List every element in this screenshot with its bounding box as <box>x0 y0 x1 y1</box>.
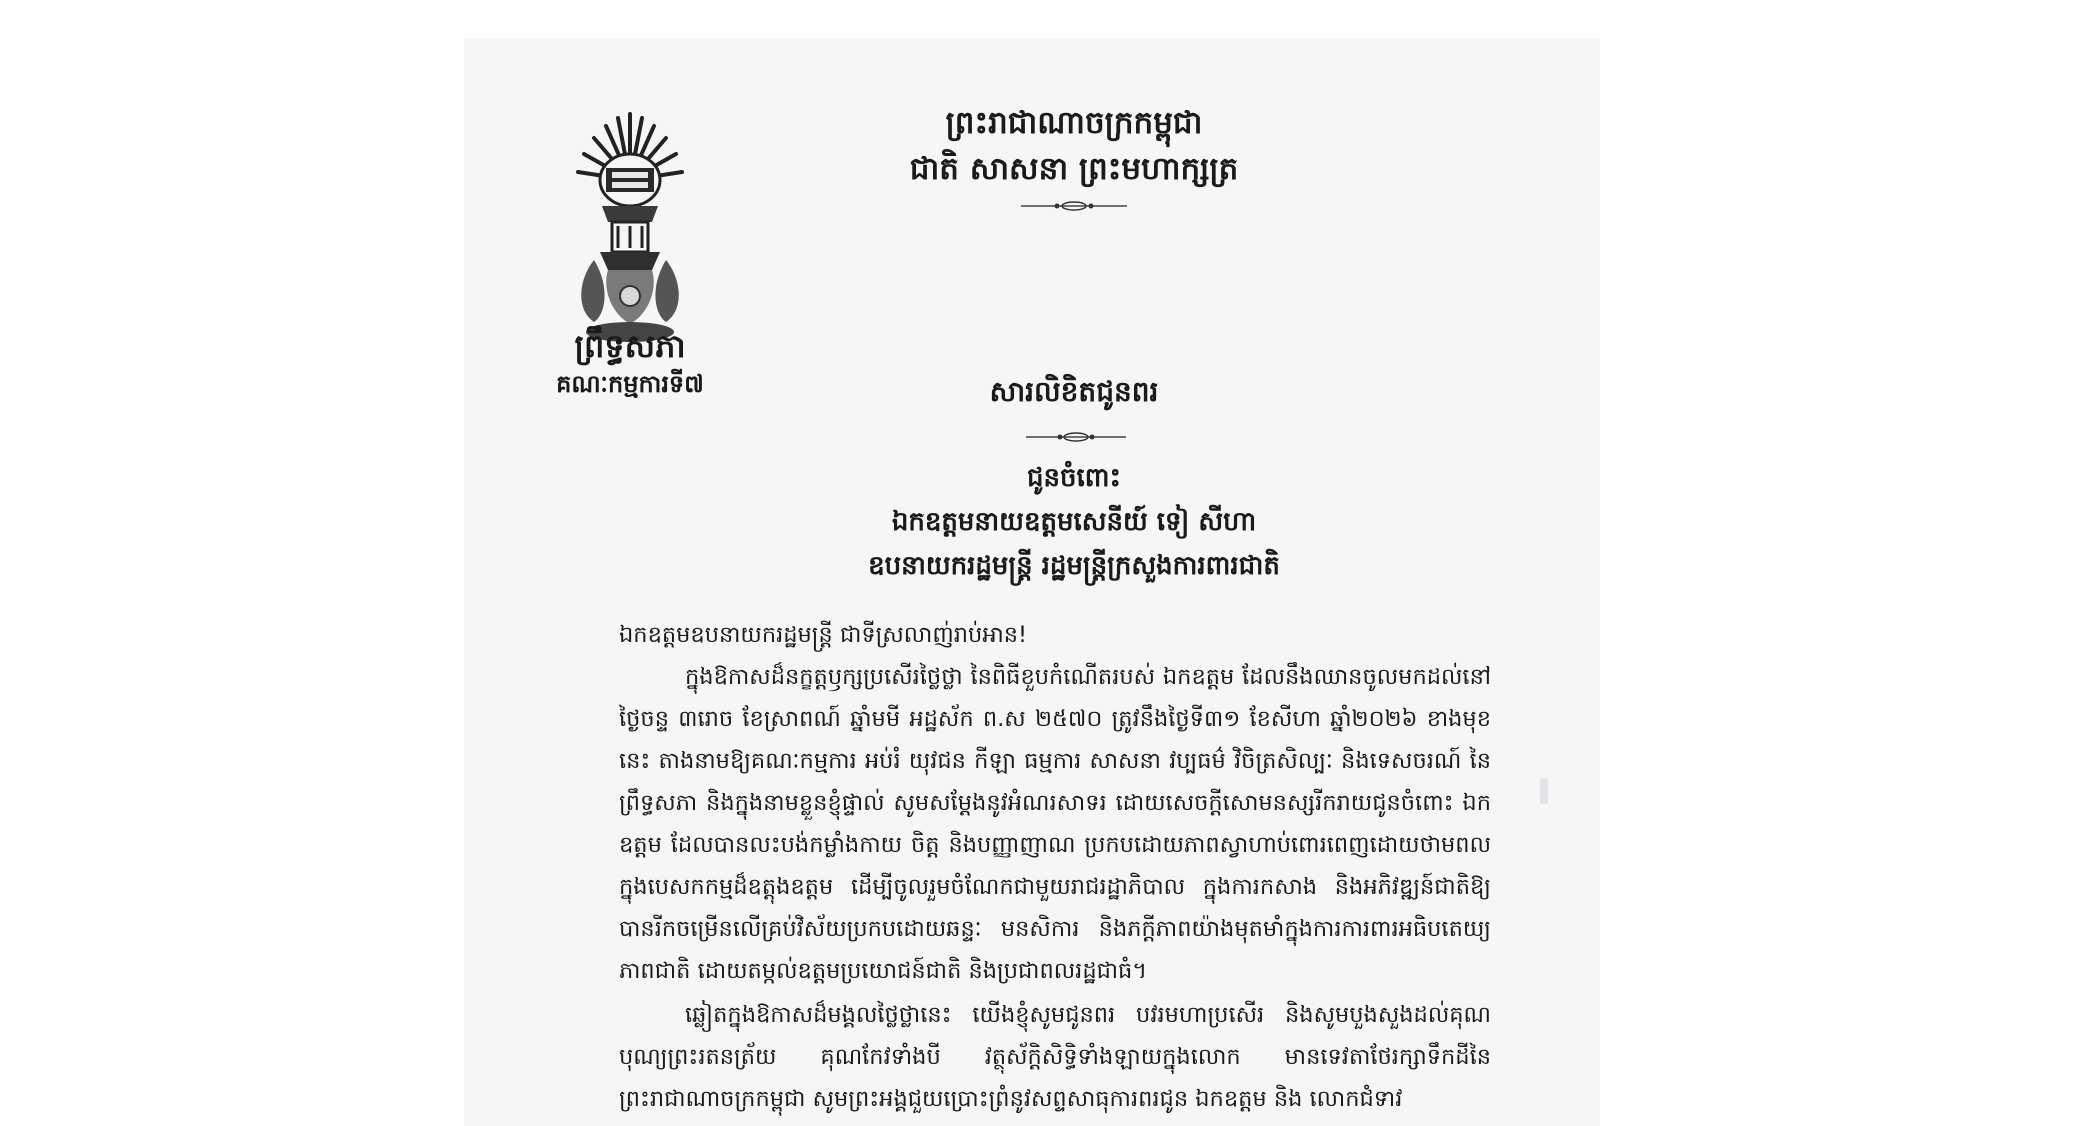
scan-artifact <box>1540 778 1548 804</box>
kingdom-name: ព្រះរាជាណាចក្រកម្ពុជា <box>945 105 1203 141</box>
recipient-position: ឧបនាយករដ្ឋមន្ត្រី រដ្ឋមន្ត្រីក្រសួងការពារជាតិ <box>868 551 1280 581</box>
recipient-to: ជូនចំពោះ <box>1027 463 1121 493</box>
senate-emblem-icon <box>572 110 688 350</box>
ornament-divider-icon <box>1024 429 1128 443</box>
salutation: ឯកឧត្តមឧបនាយករដ្ឋមន្ត្រី ជាទីស្រលាញ់រាប់អាន! <box>619 622 1028 648</box>
paragraph-1: ក្នុងឱកាសដ៏នក្ខត្តឫក្សប្រសើរថ្លៃថ្លា នៃពិធីខួបកំណើតរបស់ ឯកឧត្តម ដែលនឹងឈានចូលមកដល់នៅថ្ងៃចន្ទ ៣រោច ខែស្រាពណ៍ ឆ្នាំមមី អដ្ឋស័ក ព.ស ២៥៧០ ត្រូវនឹងថ្ងៃទី៣១ ខែសីហា ឆ្នាំ២០២៦ ខាងមុខនេះ តាងនាមឱ្យគណៈកម្មការ អប់រំ យុវជន កីឡា ធម្មការ សាសនា វប្បធម៌ វិចិត្រសិល្បៈ និងទេសចរណ៍ នៃព្រឹទ្ធសភា និងក្នុងនាមខ្លួនខ្ញុំផ្ទាល់ សូមសម្ដែងនូវអំណរសាទរ ដោយសេចក្តីសោមនស្សរីករាយជូនចំពោះ ឯកឧត្តម ដែលបានលះបង់កម្លាំងកាយ ចិត្ត និងបញ្ញាញាណ ប្រកបដោយភាពស្វាហាប់ពោរពេញដោយថាមពលក្នុងបេសកកម្មដ៏ឧត្តុងឧត្តម ដើម្បីចូលរួមចំណែកជាមួយរាជរដ្ឋាភិបាល ក្នុងការកសាង និងអភិវឌ្ឍន៍ជាតិឱ្យបានរីកចម្រើនលើគ្រប់វិស័យប្រកបដោយឆន្ទៈ មនសិការ និងភក្តីភាពយ៉ាងមុតមាំក្នុងការការពារអធិបតេយ្យភាពជាតិ ដោយតម្កល់ឧត្តមប្រយោជន៍ជាតិ និងប្រជាពលរដ្ឋជាធំ។ <box>619 664 1492 984</box>
committee-name: គណៈកម្មការទី៧ <box>556 370 704 398</box>
paragraph-2: ឆ្លៀតក្នុងឱកាសដ៏មង្គលថ្លៃថ្លានេះ យើងខ្ញុំសូមជូនពរ បវរមហាប្រសើរ និងសូមបួងសួងដល់គុណបុណ្យព្រះរតនត្រ័យ គុណកែវទាំងបី វត្ថុស័ក្តិសិទ្ធិទាំងឡាយក្នុងលោក មានទេវតាថែរក្សាទឹកដីនៃព្រះរាជាណាចក្រកម្ពុជា សូមព្រះអង្គជួយប្រោះព្រំនូវសព្ទសាធុការពរជូន ឯកឧត្តម និង លោកជំទាវ <box>619 1002 1491 1112</box>
senate-name: ព្រឹទ្ធសភា <box>574 327 686 365</box>
kingdom-motto <box>794 100 1354 212</box>
document-title: សារលិខិតជូនពរ <box>989 375 1159 408</box>
letter-body <box>619 614 1491 1120</box>
national-motto: ជាតិ សាសនា ព្រះមហាក្សត្រ <box>909 151 1239 187</box>
organization-block <box>524 326 736 400</box>
document-page <box>464 38 1600 1126</box>
recipient-name: ឯកឧត្តមនាយឧត្តមសេនីយ៍ ទៀ សីហា <box>891 507 1257 537</box>
ornament-divider-icon <box>1019 198 1129 212</box>
recipient-block <box>614 456 1534 588</box>
